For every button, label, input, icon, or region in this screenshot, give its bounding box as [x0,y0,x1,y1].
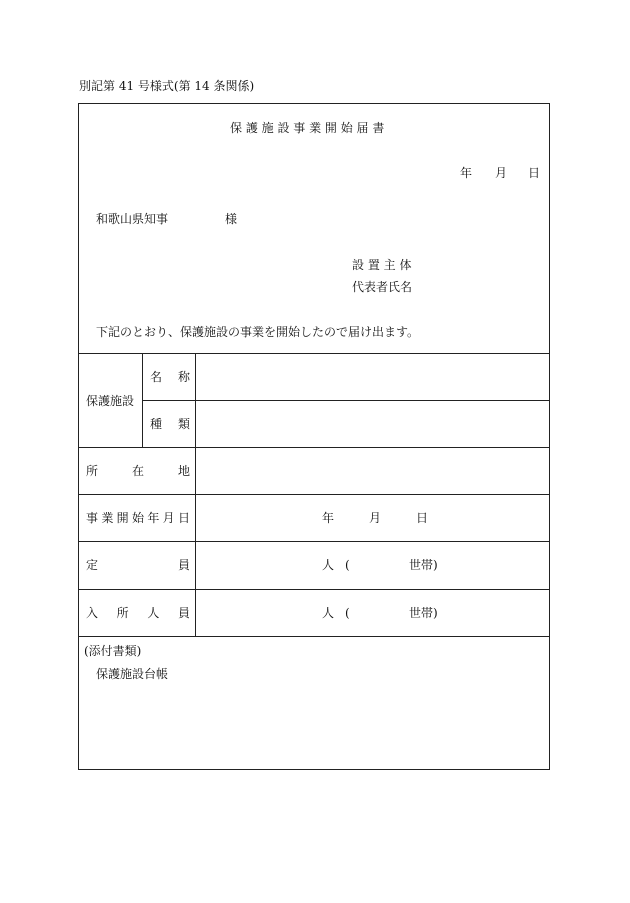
facility-label: 保護施設 [86,394,135,408]
start-month-unit: 月 [369,511,382,525]
name-label: 名 称 [150,370,190,384]
form-caption: 別記第 41 号様式(第 14 条関係) [79,79,255,93]
attachment-item: 保護施設台帳 [96,667,169,681]
row-rule-residents [78,589,550,590]
residents-household-unit: 世帯) [409,606,438,620]
location-label: 所 在 地 [86,464,190,478]
row-rule-location [78,447,550,448]
row-rule-start-date [78,494,550,495]
date-day-label: 日 [528,166,541,180]
applicant-entity-label: 設 置 主 体 [352,258,412,272]
start-year-unit: 年 [322,511,335,525]
table-top-rule [78,353,550,354]
addressee: 和歌山県知事 [96,212,169,226]
label-value-divider [195,353,196,636]
row-rule-capacity [78,541,550,542]
applicant-rep-label: 代表者氏名 [352,280,413,294]
attachments-label: (添付書類) [84,644,142,658]
capacity-paren: ( [345,558,350,572]
kind-label: 種 類 [150,417,190,431]
residents-paren: ( [345,606,350,620]
residents-label: 入 所 人 員 [86,606,190,620]
statement: 下記のとおり、保護施設の事業を開始したので届け出ます。 [96,325,420,339]
date-month-label: 月 [495,166,508,180]
facility-sub-divider [142,353,143,447]
form-title: 保 護 施 設 事 業 開 始 届 書 [230,121,385,135]
start-date-label: 事 業 開 始 年 月 日 [86,511,190,525]
residents-person-unit: 人 [322,606,335,620]
capacity-person-unit: 人 [322,558,335,572]
honorific: 様 [225,212,238,226]
start-day-unit: 日 [416,511,429,525]
capacity-household-unit: 世帯) [409,558,438,572]
date-year-label: 年 [460,166,473,180]
capacity-label: 定 員 [86,558,190,572]
facility-inner-rule [142,400,550,401]
row-rule-attachments [78,636,550,637]
